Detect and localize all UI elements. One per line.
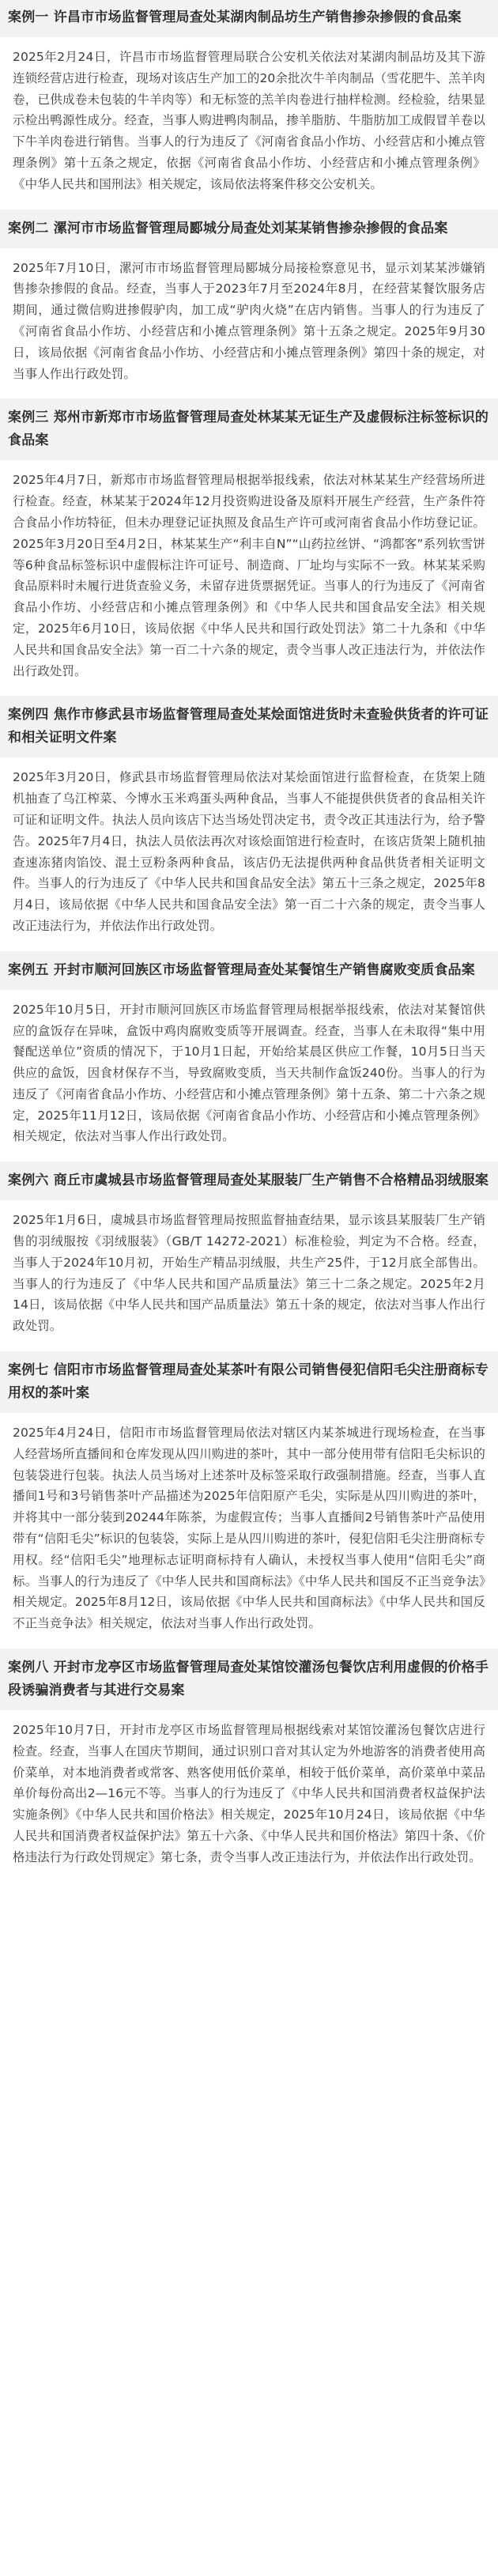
case-8-title: 案例八 开封市龙亭区市场监督管理局查处某馆饺灌汤包餐饮店利用虚假的价格手段诱骗消费者与其进行交易案 xyxy=(0,1649,498,1710)
case-6 xyxy=(8,1161,489,1351)
case-2-body: 2025年7月10日，漯河市市场监督管理局郾城分局接检察意见书，显示刘某某涉嫌销售掺杂掺假的食品。经查，当事人于2023年7月至2024年8月，在经营某餐饮服务店期间，通过微信购进掺假驴肉，加工成“驴肉火烧”在店内销售。当事人的行为违反了《河南省食品小作坊、小经营店和小摊点管理条例》第十五条之规定。2025年9月30日，该局依据《河南省食品小作坊、小经营店和小摊点管理条例》第四十条的规定，对当事人作出行政处罚。 xyxy=(13,260,485,381)
case-3-title: 案例三 郑州市新郑市市场监督管理局查处林某某无证生产及虚假标注标签标识的食品案 xyxy=(0,398,498,460)
case-3 xyxy=(8,398,489,696)
case-3-body: 2025年4月7日，新郑市市场监督管理局根据举报线索，依法对林某某生产经营场所进行检查。经查，林某某于2024年12月投资购进设备及原料开展生产经营，生产条件符合食品小作坊特征，但未办理登记证执照及食品生产许可或河南省食品小作坊登记证。2025年3月20日至4月2日，林某某生产“利丰自N”“山药拉丝饼、“鸿都客”系列软雪饼等6种食品标签标识中虚假标注许可证号、制造商、厂址均与实际不一致。林某某采购食品原料时未履行进货查验义务，未留存进货票据凭证。当事人的行为违反了《河南省食品小作坊、小经营店和小摊点管理条例》和《中华人民共和国食品安全法》相关规定，2025年6月10日，该局依据《中华人民共和国行政处罚法》第二十九条和《中华人民共和国食品安全法》第一百二十六条的规定，责令当事人改正违法行为，并依法作出行政处罚。 xyxy=(13,473,485,678)
case-5-body: 2025年10月5日，开封市顺河回族区市场监督管理局根据举报线索，依法对某餐馆供应的盒饭存在异味，盒饭中鸡肉腐败变质等开展调查。经查，当事人在未取得“集中用餐配送单位”资质的情况下，于10月1日起，开始给某晨区供应工作餐，10月5日当天供应的盒饭，因食材保存不当，导致腐败变质，当天共制作盒饭240份。当事人的行为违反了《河南省食品小作坊、小经营店和小摊点管理条例》第十五条、第二十六条之规定，2025年11月12日，该局依据《河南省食品小作坊、小经营店和小摊点管理条例》相关规定，依法对当事人作出行政处罚。 xyxy=(13,1002,485,1144)
case-6-title: 案例六 商丘市虞城县市场监督管理局查处某服装厂生产销售不合格精品羽绒服案 xyxy=(0,1161,498,1200)
case-8-body: 2025年10月7日，开封市龙亭区市场监督管理局根据线索对某馆饺灌汤包餐饮店进行检查。经查，当事人在国庆节期间，通过识别口音对其认定为外地游客的消费者使用高价菜单，对本地消费者或常客、熟客使用低价菜单，相较于低价菜单，高价菜单中菜品单价每份高出2—16元不等。当事人的行为违反了《中华人民共和国消费者权益保护法实施条例》《中华人民共和国价格法》相关规定，2025年10月24日，该局依据《中华人民共和国消费者权益保护法》第五十六条、《中华人民共和国价格法》第四十条、《价格违法行为行政处罚规定》第七条，责令当事人改正违法行为，并依法作出行政处罚。 xyxy=(13,1723,485,1864)
case-7 xyxy=(8,1351,489,1649)
case-7-title: 案例七 信阳市市场监督管理局查处某茶叶有限公司销售侵犯信阳毛尖注册商标专用权的茶叶案 xyxy=(0,1351,498,1413)
case-4-body: 2025年3月20日，修武县市场监督管理局依法对某烩面馆进行监督检查，在货架上随机抽查了乌江榨菜、今博水玉米鸡蛋头两种食品，当事人不能提供供货者的食品相关许可证和证明文件。执法人员向该店下达当场处罚决定书，责令改正其违法行为，给予警告。2025年7月4日，执法人员依法再次对该烩面馆进行检查时，在该店货架上随机抽查速冻猪肉馅饺、混土豆粉条两种食品，该店仍无法提供两种食品供货者相关证明文件。当事人的行为违反了《中华人民共和国食品安全法》第五十三条之规定，2025年8月4日，该局依据《中华人民共和国食品安全法》第一百二十六条的规定，责令当事人改正违法行为，并依法作出行政处罚。 xyxy=(13,770,485,933)
case-4 xyxy=(8,696,489,950)
case-5 xyxy=(8,951,485,1162)
case-4-title: 案例四 焦作市修武县市场监督管理局查处某烩面馆进货时未查验供货者的许可证和相关证明文件案 xyxy=(0,696,498,757)
case-1-title: 案例一 许昌市市场监督管理局查处某湖肉制品坊生产销售掺杂掺假的食品案 xyxy=(0,0,498,37)
case-1 xyxy=(8,0,485,210)
case-1-body: 2025年2月24日，许昌市市场监督管理局联合公安机关依法对某湖肉制品坊及其下游连锁经营店进行检查，现场对该店生产加工的20余批次牛羊肉制品（雪花肥牛、羔羊肉卷，已供成卷未包装的牛羊肉等）和无标签的羔羊肉卷进行抽样检测。经检验，结果显示检出鸭源性成分。经查，当事人购进鸭肉制品，掺羊脂肪、牛脂肪加工成假冒羊卷以下牛羊肉卷进行销售。当事人的行为违反了《河南省食品小作坊、小经营店和小摊点管理条例》第十五条之规定，依据《河南省食品小作坊、小经营店和小摊点管理条例》《中华人民共和国刑法》相关规定，该局依法将案件移交公安机关。 xyxy=(13,50,485,191)
case-5-title: 案例五 开封市顺河回族区市场监督管理局查处某餐馆生产销售腐败变质食品案 xyxy=(0,951,498,990)
case-8 xyxy=(8,1649,489,1883)
case-7-body: 2025年4月24日，信阳市市场监督管理局依法对辖区内某茶城进行现场检查，在当事人经营场所直播间和仓库发现从四川购进的茶叶，其中一部分使用带有信阳毛尖标识的包装袋进行包装。执法人员当场对上述茶叶及标签采取行政强制措施。经查，当事人直播间1号和3号销售茶叶产品描述为2025年信阳原产毛尖，实际是从四川购进的茶叶，并将其中一部分装到20244年陈茶，为虚假宣传；当事人直播间2号销售茶叶产品使用带有“信阳毛尖”标识的包装袋，实际上是从四川购进的茶叶，侵犯信阳毛尖注册商标专用权。经“信阳毛尖”地理标志证明商标持有人确认，未授权当事人使用“信阳毛尖”商标。当事人的行为违反了《中华人民共和国商标法》《中华人民共和国反不正当竞争法》相关规定。2025年8月12日，该局依据《中华人民共和国商标法》《中华人民共和国反不正当竞争法》相关规定，依法对当事人作出行政处罚。 xyxy=(13,1426,485,1631)
case-2-title: 案例二 漯河市市场监督管理局郾城分局查处刘某某销售掺杂掺假的食品案 xyxy=(0,210,498,248)
case-6-body: 2025年1月6日，虞城县市场监督管理局按照监督抽查结果，显示该县某服装厂生产销售的羽绒服按《羽绒服装》（GB/T 14272-2021）标准检验，判定为不合格。经查，当事人于2024年10月初，开始生产精品羽绒服，共生产25件，于12月底全部售出。当事人的行为违反了《中华人民共和国产品质量法》第三十二条之规定。2025年2月14日，该局依据《中华人民共和国产品质量法》第五十条的规定，依法对当事人作出行政处罚。 xyxy=(13,1213,485,1334)
case-2 xyxy=(8,210,485,399)
